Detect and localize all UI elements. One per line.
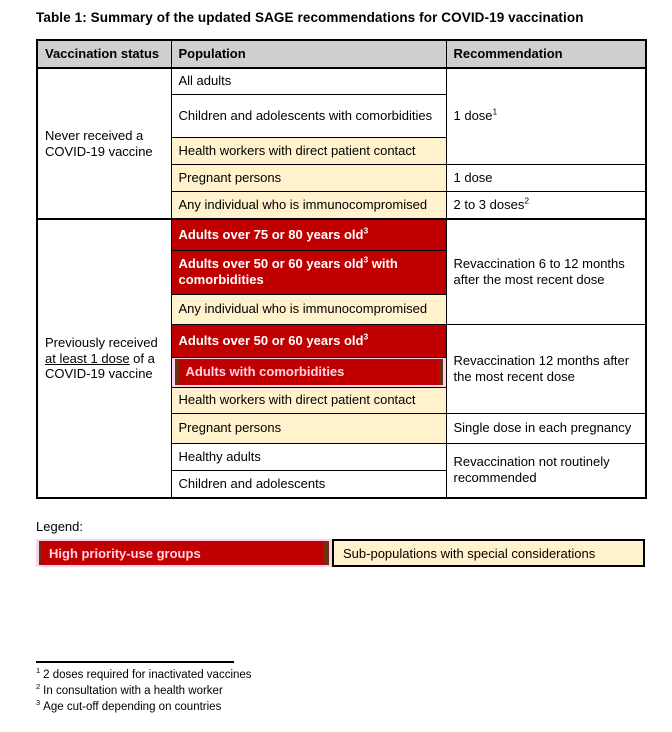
status-cell-previously-received — [37, 219, 171, 498]
table-row — [37, 219, 646, 250]
population-text: Adults over 50 or 60 years old — [178, 332, 364, 348]
recommendation-cell: Revaccination 12 months after the most recent dose — [446, 324, 646, 413]
table-row — [37, 68, 646, 94]
footnote-3 — [36, 700, 672, 715]
footnote-text: In consultation with a health worker — [43, 684, 223, 697]
recommendation-cell: 1 dose — [446, 164, 646, 191]
recommendation-cell: Single dose in each pregnancy — [446, 413, 646, 443]
population-cell: Health workers with direct patient contact — [171, 387, 446, 413]
population-cell: Any individual who is immunocompromised — [171, 191, 446, 219]
population-cell: Healthy adults — [171, 443, 446, 470]
sage-recommendations-table — [36, 39, 647, 499]
population-cell-highlighted — [171, 357, 446, 387]
col-header-recommendation: Recommendation — [446, 40, 646, 68]
footnote-marker: 1 — [36, 666, 41, 676]
population-cell: All adults — [171, 68, 446, 94]
population-cell: Any individual who is immunocompromised — [171, 294, 446, 324]
status-cell-never-received: Never received a COVID-19 vaccine — [37, 68, 171, 219]
legend-label: Legend: — [36, 519, 83, 534]
footnote-marker: 3 — [363, 331, 369, 342]
col-header-population: Population — [171, 40, 446, 68]
recommendation-cell — [446, 191, 646, 219]
recommendation-cell: Revaccination 6 to 12 months after the most recent dose — [446, 219, 646, 324]
footnote-marker: 1 — [492, 106, 498, 117]
col-header-vaccination-status: Vaccination status — [37, 40, 171, 68]
footnote-marker: 2 — [36, 682, 41, 692]
population-cell: Pregnant persons — [171, 413, 446, 443]
population-cell — [171, 250, 446, 294]
legend-high-priority-swatch — [36, 539, 332, 567]
recommendation-text: 1 dose — [453, 108, 493, 124]
footnotes — [36, 661, 672, 715]
footnote-2 — [36, 684, 672, 699]
population-cell: Children and adolescents — [171, 470, 446, 498]
table-title: Table 1: Summary of the updated SAGE recommendations for COVID-19 vaccination — [36, 10, 584, 25]
footnote-1 — [36, 668, 672, 683]
recommendation-text: 2 to 3 doses — [453, 196, 525, 212]
header-row — [37, 40, 646, 68]
population-cell: Pregnant persons — [171, 164, 446, 191]
footnote-divider — [36, 661, 234, 663]
highlight-frame — [39, 541, 329, 565]
legend-high-priority-text: High priority-use groups — [49, 545, 201, 561]
population-cell — [171, 219, 446, 250]
recommendation-cell: Revaccination not routinely recommended — [446, 443, 646, 498]
population-text: Adults over 75 or 80 years old — [178, 226, 364, 242]
population-text: Adults with comorbidities — [185, 364, 345, 380]
footnote-marker: 3 — [363, 225, 369, 236]
highlight-frame — [175, 359, 443, 385]
legend-special-text: Sub-populations with special considerations — [343, 545, 596, 561]
footnote-marker: 3 — [363, 254, 369, 265]
population-text: with comorbidities — [178, 256, 398, 287]
population-text: Adults over 50 or 60 years old — [178, 256, 364, 272]
status-text: of a COVID-19 vaccine — [45, 350, 155, 382]
population-cell: Health workers with direct patient contact — [171, 137, 446, 164]
footnote-text: Age cut-off depending on countries — [43, 700, 222, 713]
recommendation-cell — [446, 68, 646, 164]
footnote-marker: 3 — [36, 698, 41, 708]
legend — [36, 539, 645, 567]
footnote-marker: 2 — [524, 195, 530, 206]
status-text: Previously received — [45, 334, 158, 350]
footnote-text: 2 doses required for inactivated vaccines — [43, 669, 252, 681]
status-text-underlined: at least 1 dose — [45, 350, 130, 366]
population-cell — [171, 324, 446, 357]
population-cell: Children and adolescents with comorbidities — [171, 94, 446, 137]
legend-special-swatch — [332, 539, 645, 567]
